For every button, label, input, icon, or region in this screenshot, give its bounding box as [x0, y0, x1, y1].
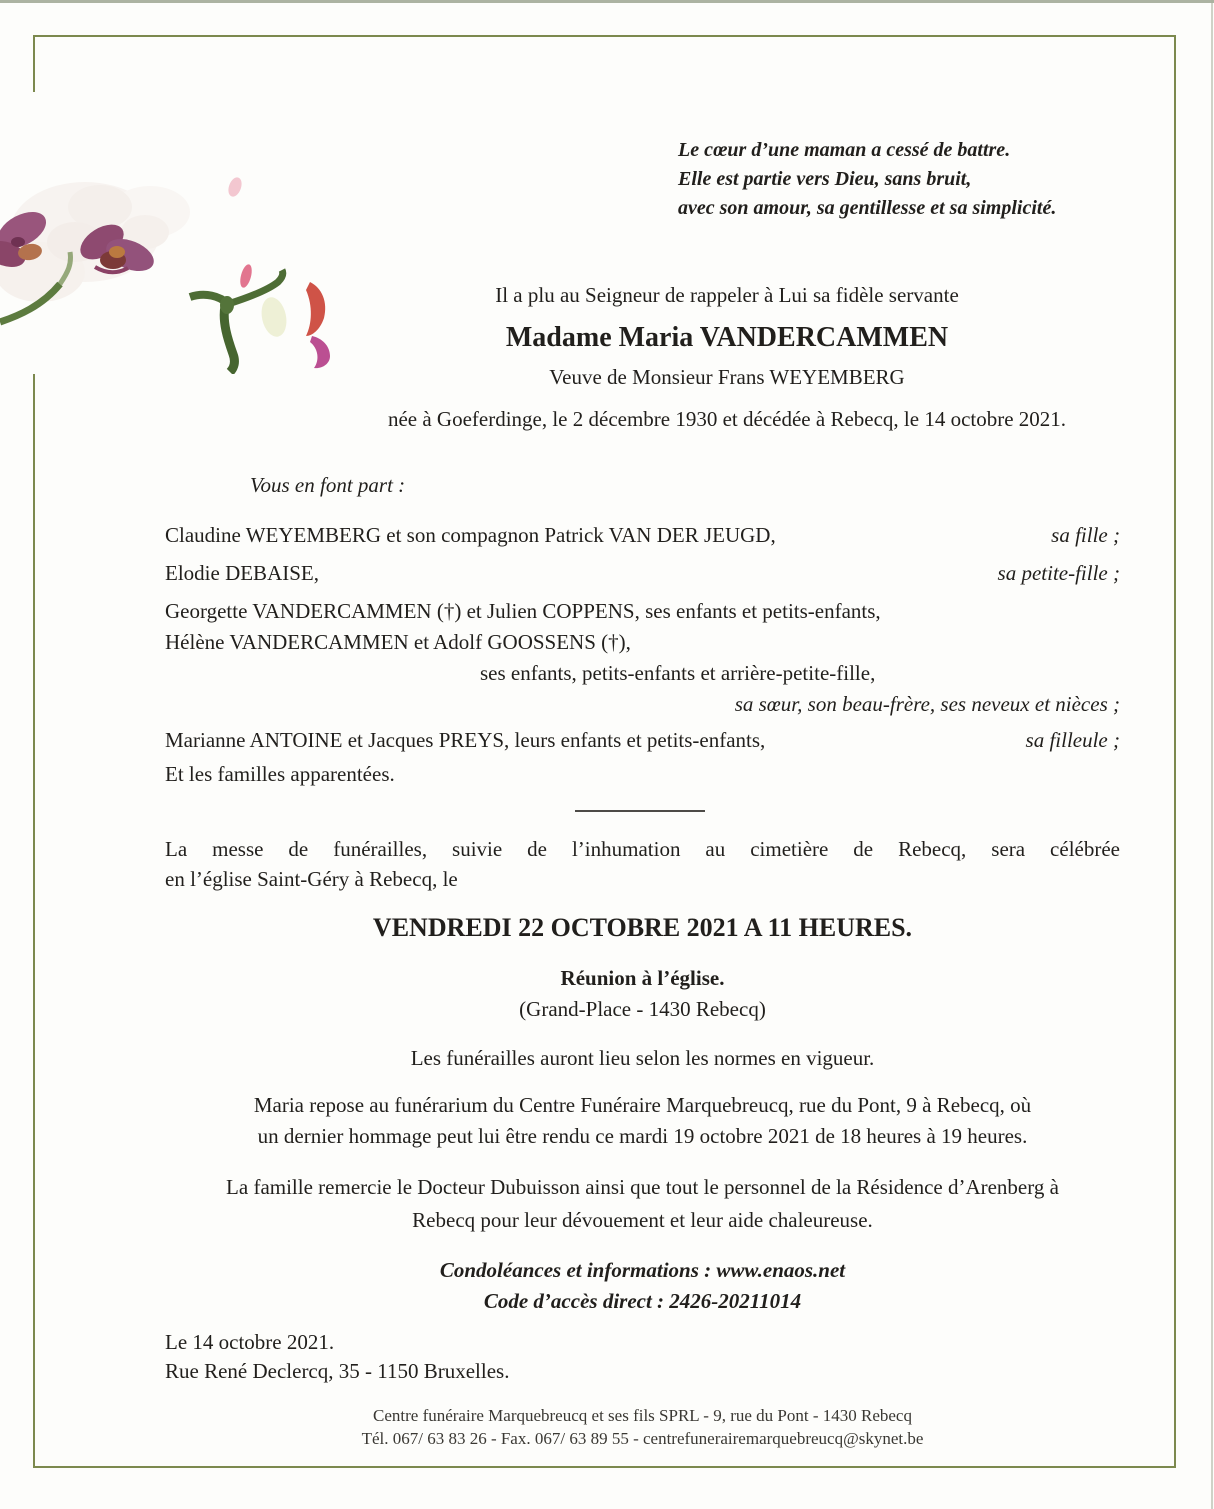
family-row — [165, 725, 1120, 755]
condolences-line-1: Condoléances et informations : www.enaos.net — [439, 1258, 846, 1282]
family-relation: sa petite-fille ; — [997, 561, 1120, 585]
family-relation: sa filleule ; — [1025, 728, 1120, 752]
family-name: Claudine WEYEMBERG et son compagnon Patrick VAN DER JEUGD, — [165, 523, 776, 547]
family-row — [165, 520, 1120, 550]
issue-address: Rue René Declercq, 35 - 1150 Bruxelles. — [165, 1359, 510, 1383]
family-name: ses enfants, petits-enfants et arrière-petite-fille, — [480, 661, 876, 685]
family-relation: sa fille ; — [1051, 523, 1120, 547]
meeting-line: Réunion à l’église. — [560, 966, 725, 990]
family-name: Hélène VANDERCAMMEN et Adolf GOOSSENS (†), — [165, 630, 631, 654]
family-row — [165, 627, 1120, 657]
repose-paragraph — [165, 1090, 1120, 1152]
family-name: Marianne ANTOINE et Jacques PREYS, leurs enfants et petits-enfants, — [165, 728, 766, 752]
family-row — [165, 759, 1120, 789]
thanks-paragraph — [165, 1171, 1120, 1237]
family-name: Et les familles apparentées. — [165, 762, 395, 786]
issue-date: Le 14 octobre 2021. — [165, 1330, 335, 1354]
family-row — [165, 689, 1120, 719]
ceremony-paragraph — [165, 834, 1120, 894]
epigraph-line-2: Elle est partie vers Dieu, sans bruit, — [678, 168, 972, 190]
condolences-block — [165, 1255, 1120, 1317]
family-heading: Vous en font part : — [250, 473, 406, 497]
epigraph-line-3: avec son amour, sa gentillesse et sa simplicité. — [678, 197, 1057, 219]
deceased-name: Madame Maria VANDERCAMMEN — [505, 322, 949, 353]
section-divider — [575, 810, 705, 812]
ceremony-paragraph-line-2: en l’église Saint-Géry à Rebecq, le — [165, 867, 458, 891]
thanks-line-1: La famille remercie le Docteur Dubuisson ainsi que tout le personnel de la Résidence d’Arenberg à — [226, 1175, 1059, 1199]
family-row — [165, 558, 1120, 588]
condolences-line-2: Code d’accès direct : 2426-20211014 — [483, 1289, 802, 1313]
issued-block — [165, 1328, 509, 1386]
scan-right-edge — [1211, 0, 1213, 1509]
norms-line: Les funérailles auront lieu selon les normes en vigueur. — [410, 1046, 875, 1070]
repose-line-2: un dernier hommage peut lui être rendu ce mardi 19 octobre 2021 de 18 heures à 19 heures. — [257, 1124, 1028, 1148]
family-row — [165, 658, 1120, 688]
intro-line: Il a plu au Seigneur de rappeler à Lui sa fidèle servante — [495, 283, 959, 307]
thanks-line-2: Rebecq pour leur dévouement et leur aide chaleureuse. — [412, 1208, 873, 1232]
family-relation: sa sœur, son beau-frère, ses neveux et nièces ; — [734, 692, 1120, 716]
repose-line-1: Maria repose au funérarium du Centre Funéraire Marquebreucq, rue du Pont, 9 à Rebecq, où — [253, 1093, 1032, 1117]
family-row — [165, 596, 1120, 626]
life-dates-line: née à Goeferdinge, le 2 décembre 1930 et décédée à Rebecq, le 14 octobre 2021. — [387, 407, 1067, 431]
family-name: Georgette VANDERCAMMEN (†) et Julien COPPENS, ses enfants et petits-enfants, — [165, 599, 881, 623]
ceremony-date: VENDREDI 22 OCTOBRE 2021 A 11 HEURES. — [372, 913, 913, 942]
ceremony-paragraph-line-1: La messe de funérailles, suivie de l’inhumation au cimetière de Rebecq, sera célébrée — [165, 837, 1120, 861]
scan-top-edge — [0, 0, 1214, 3]
widow-line: Veuve de Monsieur Frans WEYEMBERG — [549, 365, 905, 389]
footer-line-2: Tél. 067/ 63 83 26 - Fax. 067/ 63 89 55 - centrefunerairemarquebreucq@skynet.be — [361, 1429, 924, 1448]
footer-line-1: Centre funéraire Marquebreucq et ses fils SPRL - 9, rue du Pont - 1430 Rebecq — [373, 1406, 912, 1425]
epigraph-line-1: Le cœur d’une maman a cessé de battre. — [678, 139, 1011, 161]
family-name: Elodie DEBAISE, — [165, 561, 319, 585]
place-line: (Grand-Place - 1430 Rebecq) — [519, 997, 766, 1021]
epigraph — [678, 136, 1148, 223]
footer — [165, 1404, 1120, 1450]
